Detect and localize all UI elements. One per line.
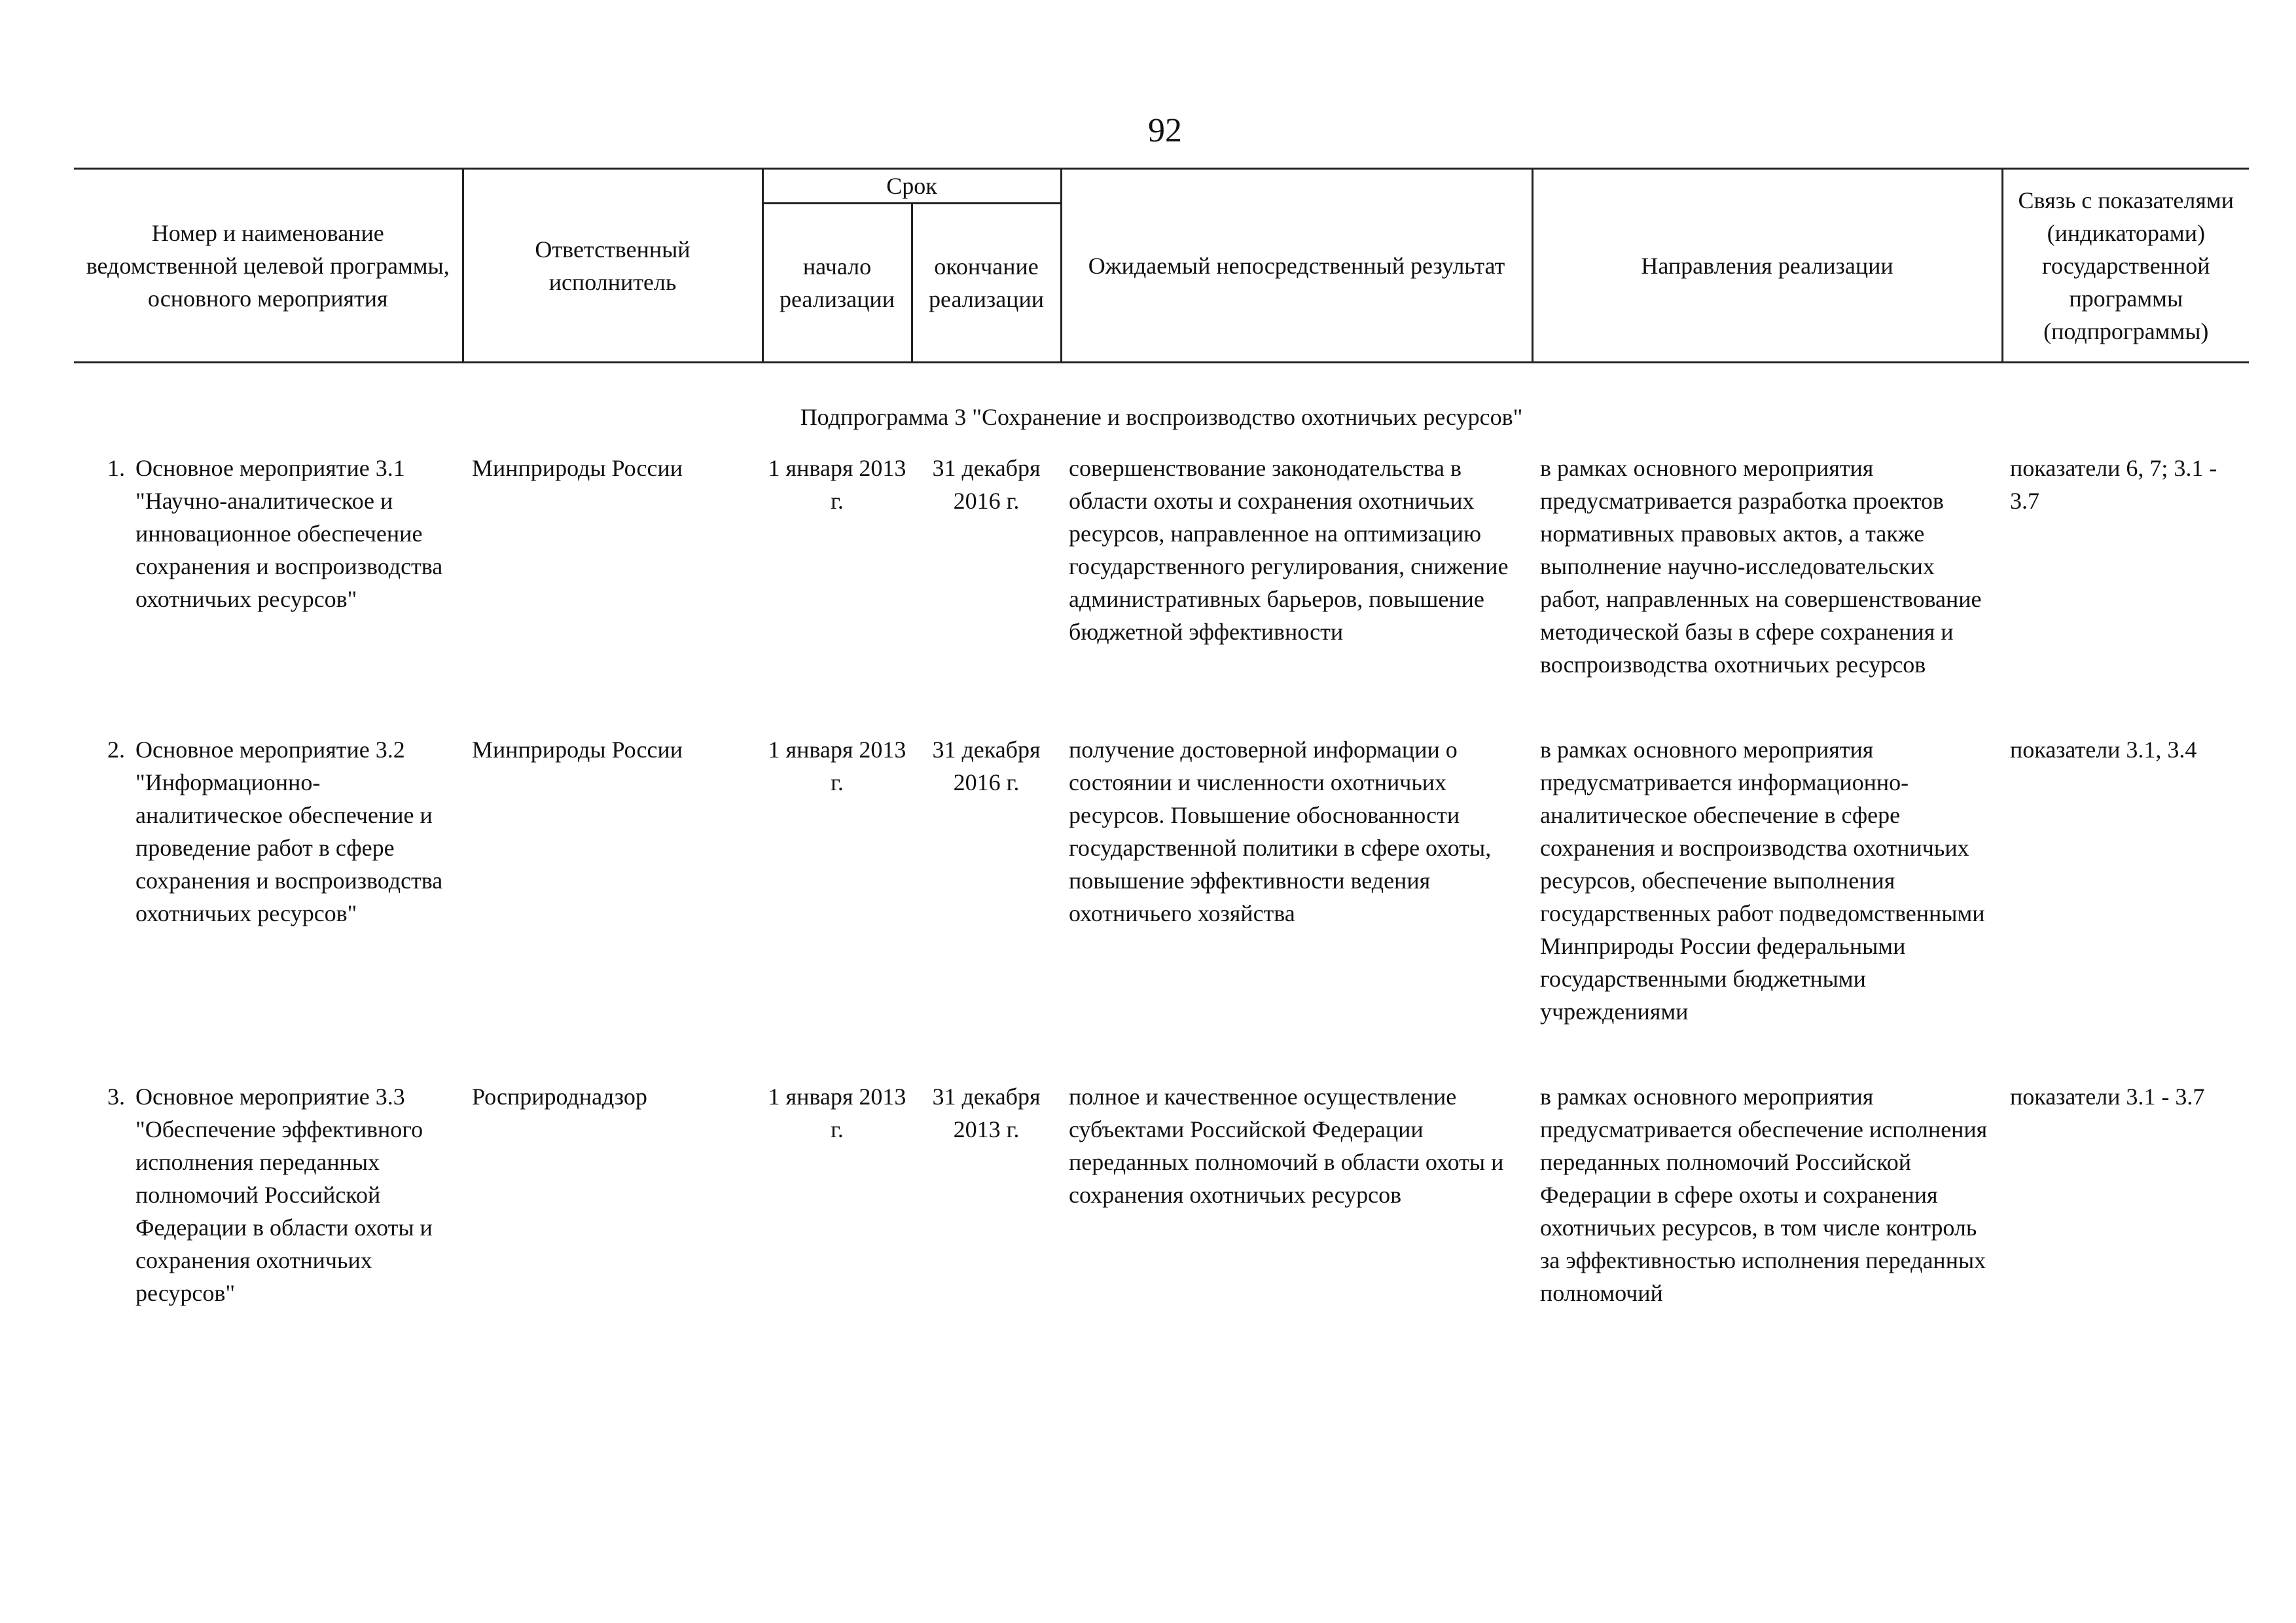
end-date: 31 декабря 2013 г. <box>932 1084 1041 1142</box>
page-number: 92 <box>1148 112 1182 149</box>
expected-result: полное и качественное осуществление субъектами Российской Федерации переданных полномочий в области охоты и сохранения охотничьих ресурсов <box>1069 1084 1504 1208</box>
responsible-executor: Минприроды России <box>472 455 683 481</box>
table-row <box>74 733 2249 1080</box>
col-result-header: Ожидаемый непосредственный результат <box>1061 169 1532 363</box>
table-row <box>74 1080 2249 1362</box>
col-executor-header: Ответственный исполнитель <box>463 169 762 363</box>
col-term-header: Срок <box>762 169 1061 204</box>
table-header <box>74 168 2249 363</box>
implementation-directions: в рамках основного мероприятия предусматривается информационно-аналитическое обеспечение в сфере сохранения и воспроизводства охотничьих ресурсов, обеспечение выполнения государственных работ подведомственными Минприроды России федеральными государственными бюджетными учреждениями <box>1540 737 1985 1025</box>
row-number: 3. <box>107 1084 125 1110</box>
indicators-link: показатели 3.1 - 3.7 <box>2010 1084 2205 1110</box>
table-body <box>74 452 2249 1362</box>
subprogram-title: Подпрограмма 3 "Сохранение и воспроизводство охотничьих ресурсов" <box>800 404 1523 430</box>
col-end-header: окончание реализации <box>912 204 1061 363</box>
implementation-directions: в рамках основного мероприятия предусматривается обеспечение исполнения переданных полномочий Российской Федерации в сфере охоты и сохранения охотничьих ресурсов, в том числе контроль за эффективностью исполнения переданных полномочий <box>1540 1084 1988 1306</box>
col-name-header: Номер и наименование ведомственной целевой программы, основного мероприятия <box>74 169 463 363</box>
start-date: 1 января 2013 г. <box>768 737 906 795</box>
indicators-link: показатели 3.1, 3.4 <box>2010 737 2197 763</box>
activity-name: Основное мероприятие 3.2 "Информационно-аналитическое обеспечение и проведение работ в сфере сохранения и воспроизводства охотничьих ресурсов" <box>135 737 443 926</box>
table-row <box>74 452 2249 733</box>
implementation-directions: в рамках основного мероприятия предусматривается разработка проектов нормативных правовых актов, а также выполнение научно-исследовательских работ, направленных на совершенствование методической базы в сфере сохранения и воспроизводства охотничьих ресурсов <box>1540 455 1982 678</box>
start-date: 1 января 2013 г. <box>768 1084 906 1142</box>
responsible-executor: Минприроды России <box>472 737 683 763</box>
col-start-header: начало реализации <box>762 204 912 363</box>
end-date: 31 декабря 2016 г. <box>932 737 1041 795</box>
activity-name: Основное мероприятие 3.1 "Научно-аналитическое и инновационное обеспечение сохранения и воспроизводства охотничьих ресурсов" <box>135 455 443 612</box>
end-date: 31 декабря 2016 г. <box>932 455 1041 514</box>
expected-result: получение достоверной информации о состоянии и численности охотничьих ресурсов. Повышение обоснованности государственной политики в сфере охоты, повышение эффективности ведения охотничьего хозяйства <box>1069 737 1492 926</box>
col-link-header: Связь с показателями (индикаторами) государственной программы (подпрограммы) <box>2002 169 2249 363</box>
responsible-executor: Росприроднадзор <box>472 1084 647 1110</box>
start-date: 1 января 2013 г. <box>768 455 906 514</box>
col-directions-header: Направления реализации <box>1532 169 2002 363</box>
row-number: 2. <box>107 737 125 763</box>
indicators-link: показатели 6, 7; 3.1 - 3.7 <box>2010 455 2217 514</box>
activity-name: Основное мероприятие 3.3 "Обеспечение эффективного исполнения переданных полномочий Российской Федерации в области охоты и сохранения охотничьих ресурсов" <box>135 1084 433 1306</box>
row-number: 1. <box>107 455 125 481</box>
expected-result: совершенствование законодательства в области охоты и сохранения охотничьих ресурсов, направленное на оптимизацию государственного регулирования, снижение административных барьеров, повышение бюджетной эффективности <box>1069 455 1509 645</box>
